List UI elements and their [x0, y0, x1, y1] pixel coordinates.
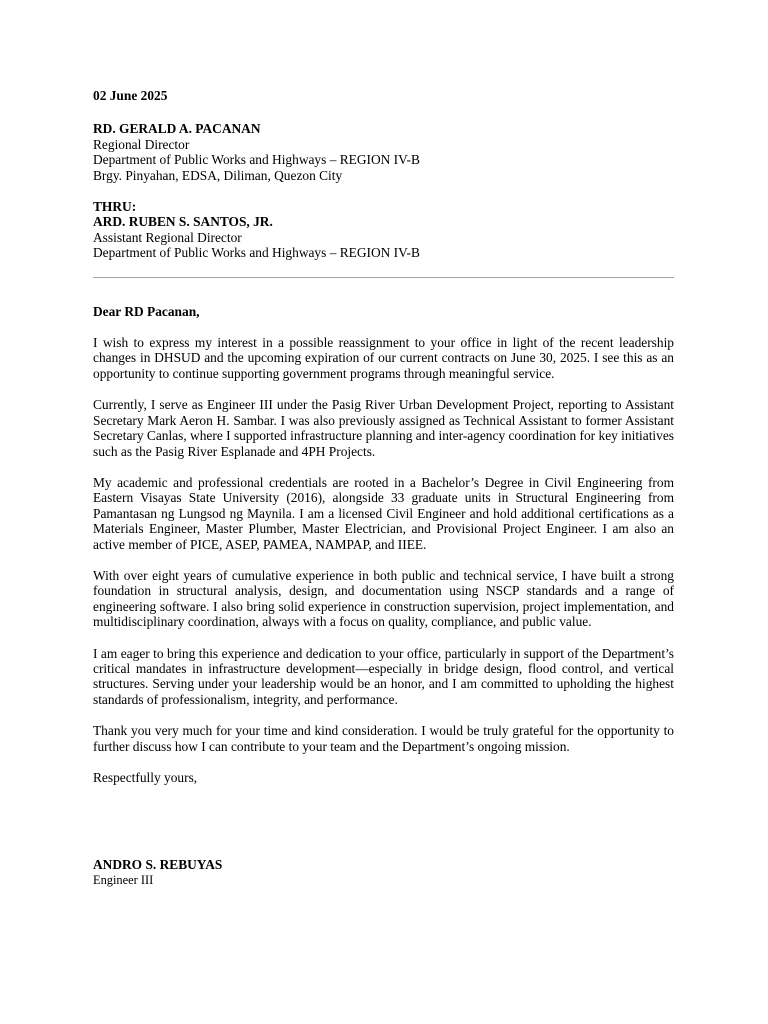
thru-label: THRU:	[93, 199, 137, 215]
signature-block	[93, 857, 674, 886]
salutation: Dear RD Pacanan,	[93, 303, 200, 319]
header-divider	[93, 277, 674, 278]
signatory-title: Engineer III	[93, 872, 154, 887]
thru-name: ARD. RUBEN S. SANTOS, JR.	[93, 214, 273, 230]
body-paragraph-5: I am eager to bring this experience and dedication to your office, particularly in support of the Department’s critical mandates in infrastructure development—especially in bridge design, flood control, and vertical structures. Serving under your leadership would be an honor, and I am committed to upholding the highest standards of professionalism, integrity, and performance.	[93, 645, 674, 707]
letter-page	[93, 88, 674, 887]
recipient-block	[93, 121, 674, 183]
recipient-department: Department of Public Works and Highways – REGION IV-B	[93, 152, 420, 168]
body-paragraph-1: I wish to express my interest in a possible reassignment to your office in light of the recent leadership changes in DHSUD and the upcoming expiration of our current contracts on June 30, 2025. I see this as an opportunity to continue supporting government programs through meaningful service.	[93, 335, 674, 381]
recipient-title: Regional Director	[93, 136, 190, 152]
thru-department: Department of Public Works and Highways – REGION IV-B	[93, 245, 420, 261]
letter-date: 02 June 2025	[93, 88, 168, 103]
body-paragraph-2: Currently, I serve as Engineer III under the Pasig River Urban Development Project, reporting to Assistant Secretary Mark Aeron H. Sambar. I was also previously assigned as Technical Assistant to former Assistant Secretary Canlas, where I supported infrastructure planning and inter-agency coordination for key initiatives such as the Pasig River Esplanade and 4PH Projects.	[93, 397, 674, 459]
closing: Respectfully yours,	[93, 770, 198, 785]
body-paragraph-4: With over eight years of cumulative experience in both public and technical service, I have built a strong foundation in structural analysis, design, and documentation using NSCP standards and a range of engineering software. I also bring solid experience in construction supervision, project implementation, and multidisciplinary coordination, always with a focus on quality, compliance, and public value.	[93, 567, 674, 630]
signatory-name: ANDRO S. REBUYAS	[93, 857, 223, 873]
thru-block	[93, 199, 674, 261]
recipient-address: Brgy. Pinyahan, EDSA, Diliman, Quezon City	[93, 167, 343, 183]
recipient-name: RD. GERALD A. PACANAN	[93, 121, 261, 137]
body-paragraph-6: Thank you very much for your time and kind consideration. I would be truly grateful for the opportunity to further discuss how I can contribute to your team and the Department’s ongoing mission.	[93, 723, 674, 754]
thru-title: Assistant Regional Director	[93, 229, 242, 245]
body-paragraph-3: My academic and professional credentials are rooted in a Bachelor’s Degree in Civil Engineering from Eastern Visayas State University (2016), alongside 33 graduate units in Structural Engineering from Pamantasan ng Lungsod ng Maynila. I am a licensed Civil Engineer and hold additional certifications as a Materials Engineer, Master Plumber, Master Electrician, and Provisional Project Engineer. I am also an active member of PICE, ASEP, PAMEA, NAMPAP, and IIEE.	[93, 474, 674, 552]
